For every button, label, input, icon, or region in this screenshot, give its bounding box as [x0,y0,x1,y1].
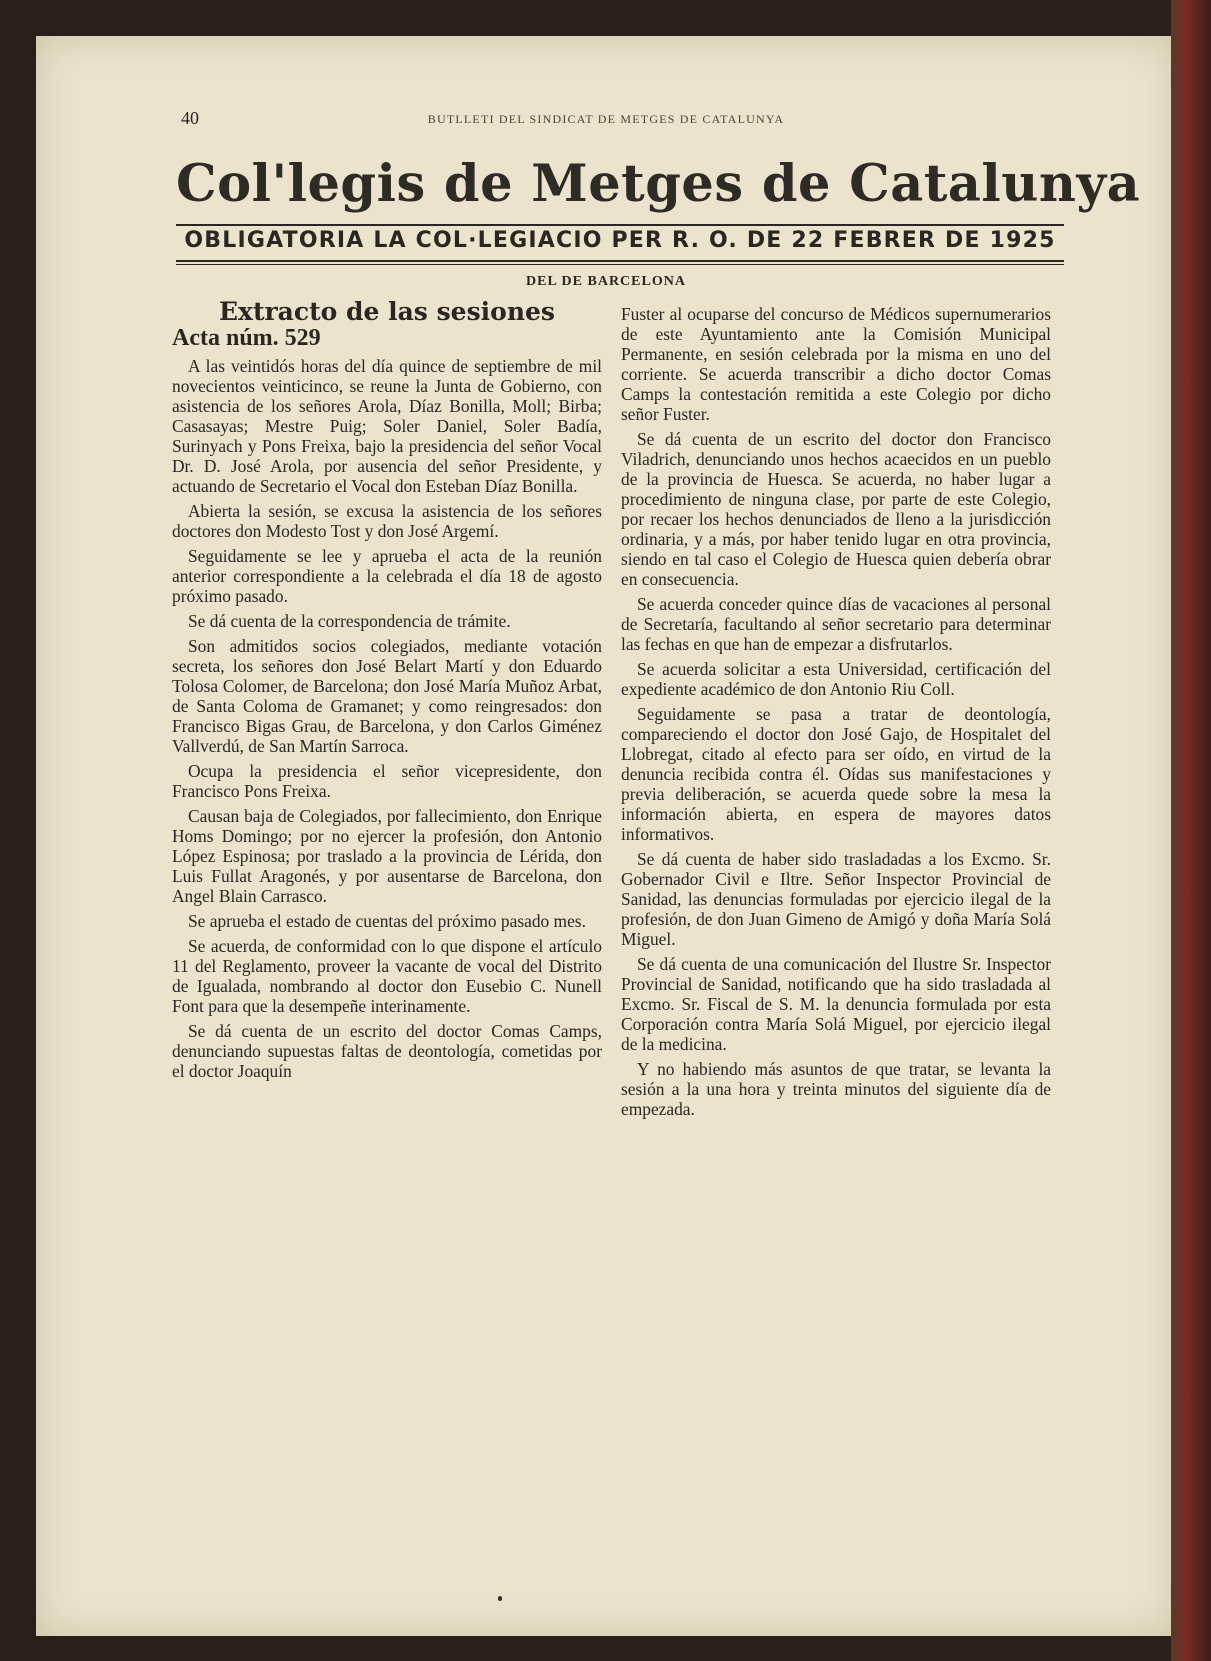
left-column [172,294,602,1086]
paragraph: Fuster al ocuparse del concurso de Médicos supernumerarios de este Ayuntamiento ante la Comisión Municipal Permanente, en sesión celebrada por la misma en uno del corriente. Se acuerda transcribir a dicho doctor Comas Camps la contestación remitida a este Colegio por dicho señor Fuster. [621,304,1051,424]
paragraph: Se dá cuenta de la correspondencia de trámite. [188,611,511,631]
journal-page [36,36,1176,1636]
paragraph: Seguidamente se pasa a tratar de deontología, compareciendo el doctor don José Gajo, de Hospitalet del Llobregat, citado al efecto para ser oído, en virtud de la denuncia recibida contra él. Oídas sus manifestaciones y previa deliberación, se acuerda quede sobre la mesa la información abierta, en espera de mayores datos informativos. [621,704,1051,844]
section-heading: DEL DE BARCELONA [526,274,686,289]
acta-number: Acta núm. 529 [172,325,321,351]
page-title: Col'legis de Metges de Catalunya [176,154,1141,214]
paragraph: Se acuerda conceder quince días de vacaciones al personal de Secretaría, facultando al señor secretario para determinar las fechas en que han de empezar a disfrutarlos. [621,594,1051,654]
paragraph: Se dá cuenta de un escrito del doctor don Francisco Viladrich, denunciando unos hechos acaecidos en un pueblo de la provincia de Huesca. Se acuerda, no haber lugar a procedimiento de ninguna clase, por parte de este Colegio, por recaer los hechos denunciados de lleno a la jurisdicción ordinaria, y a más, por haber tenido lugar en otra provincia, siendo en tal caso el Colegio de Huesca quien debería obrar en consecuencia. [621,429,1051,589]
paragraph: Se aprueba el estado de cuentas del próximo pasado mes. [188,911,586,931]
paragraph: Se dá cuenta de haber sido trasladadas a los Excmo. Sr. Gobernador Civil e Iltre. Señor Inspector Provincial de Sanidad, las denuncias formuladas por ejercicio ilegal de la profesión, de don Juan Gimeno de Amigó y doña María Solá Miguel. [621,849,1051,949]
ink-speck [498,1596,502,1601]
subtitle-rule [176,260,1064,262]
running-head [36,108,1176,132]
paragraph: Abierta la sesión, se excusa la asistencia de los señores doctores don Modesto Tost y don José Argemí. [172,501,602,541]
paragraph: Se acuerda, de conformidad con lo que dispone el artículo 11 del Reglamento, proveer la vacante de vocal del Distrito de Igualada, nombrando al doctor don Eusebio C. Nunell Font para que la desempeñe interinamente. [172,936,602,1016]
right-column [621,304,1051,1124]
title-rule [176,224,1064,226]
paragraph: Y no habiendo más asuntos de que tratar, se levanta la sesión a la una hora y treinta minutos del siguiente día de empezada. [621,1059,1051,1119]
paragraph: Se dá cuenta de una comunicación del Ilustre Sr. Inspector Provincial de Sanidad, notificando que ha sido trasladada al Excmo. Sr. Fiscal de S. M. la denuncia formulada por esta Corporación contra María Solá Miguel, por ejercicio ilegal de la medicina. [621,954,1051,1054]
paragraph: Seguidamente se lee y aprueba el acta de la reunión anterior correspondiente a la celebrada el día 18 de agosto próximo pasado. [172,546,602,606]
paragraph: Son admitidos socios colegiados, mediante votación secreta, los señores don José Belart Martí y don Eduardo Tolosa Colomer, de Barcelona; don José María Muñoz Arbat, de Santa Coloma de Gramanet; y como reingresados: don Francisco Bigas Grau, de Barcelona, y don Carlos Giménez Vallverdú, de San Martín Sarroca. [172,636,602,756]
article-heading: Extracto de las sesiones [219,297,555,326]
page-number: 40 [181,108,199,128]
subtitle: OBLIGATORIA LA COL·LEGIACIO PER R. O. DE 22 FEBRER DE 1925 [184,228,1056,253]
paragraph: Ocupa la presidencia el señor vicepresidente, don Francisco Pons Freixa. [172,761,602,801]
paragraph: Se dá cuenta de un escrito del doctor Comas Camps, denunciando supuestas faltas de deontología, cometidas por el doctor Joaquín [172,1021,602,1081]
paragraph: Se acuerda solicitar a esta Universidad, certificación del expediente académico de don Antonio Riu Coll. [621,659,1051,699]
journal-title: BUTLLETI DEL SINDICAT DE METGES DE CATALUNYA [427,112,785,126]
book-spine [1171,0,1211,1661]
subtitle-underline [176,264,1064,265]
paragraph: A las veintidós horas del día quince de septiembre de mil novecientos veinticinco, se reune la Junta de Gobierno, con asistencia de los señores Arola, Díaz Bonilla, Moll; Birba; Casasayas; Mestre Puig; Soler Daniel, Soler Badía, Surinyach y Pons Freixa, bajo la presidencia del señor Vocal Dr. D. José Arola, por ausencia del señor Presidente, y actuando de Secretario el Vocal don Esteban Díaz Bonilla. [172,356,602,496]
paragraph: Causan baja de Colegiados, por fallecimiento, don Enrique Homs Domingo; por no ejercer la profesión, don Antonio López Espinosa; por traslado a la provincia de Lérida, don Luis Fullat Aragonés, y por ausentarse de Barcelona, don Angel Blain Carrasco. [172,806,602,906]
